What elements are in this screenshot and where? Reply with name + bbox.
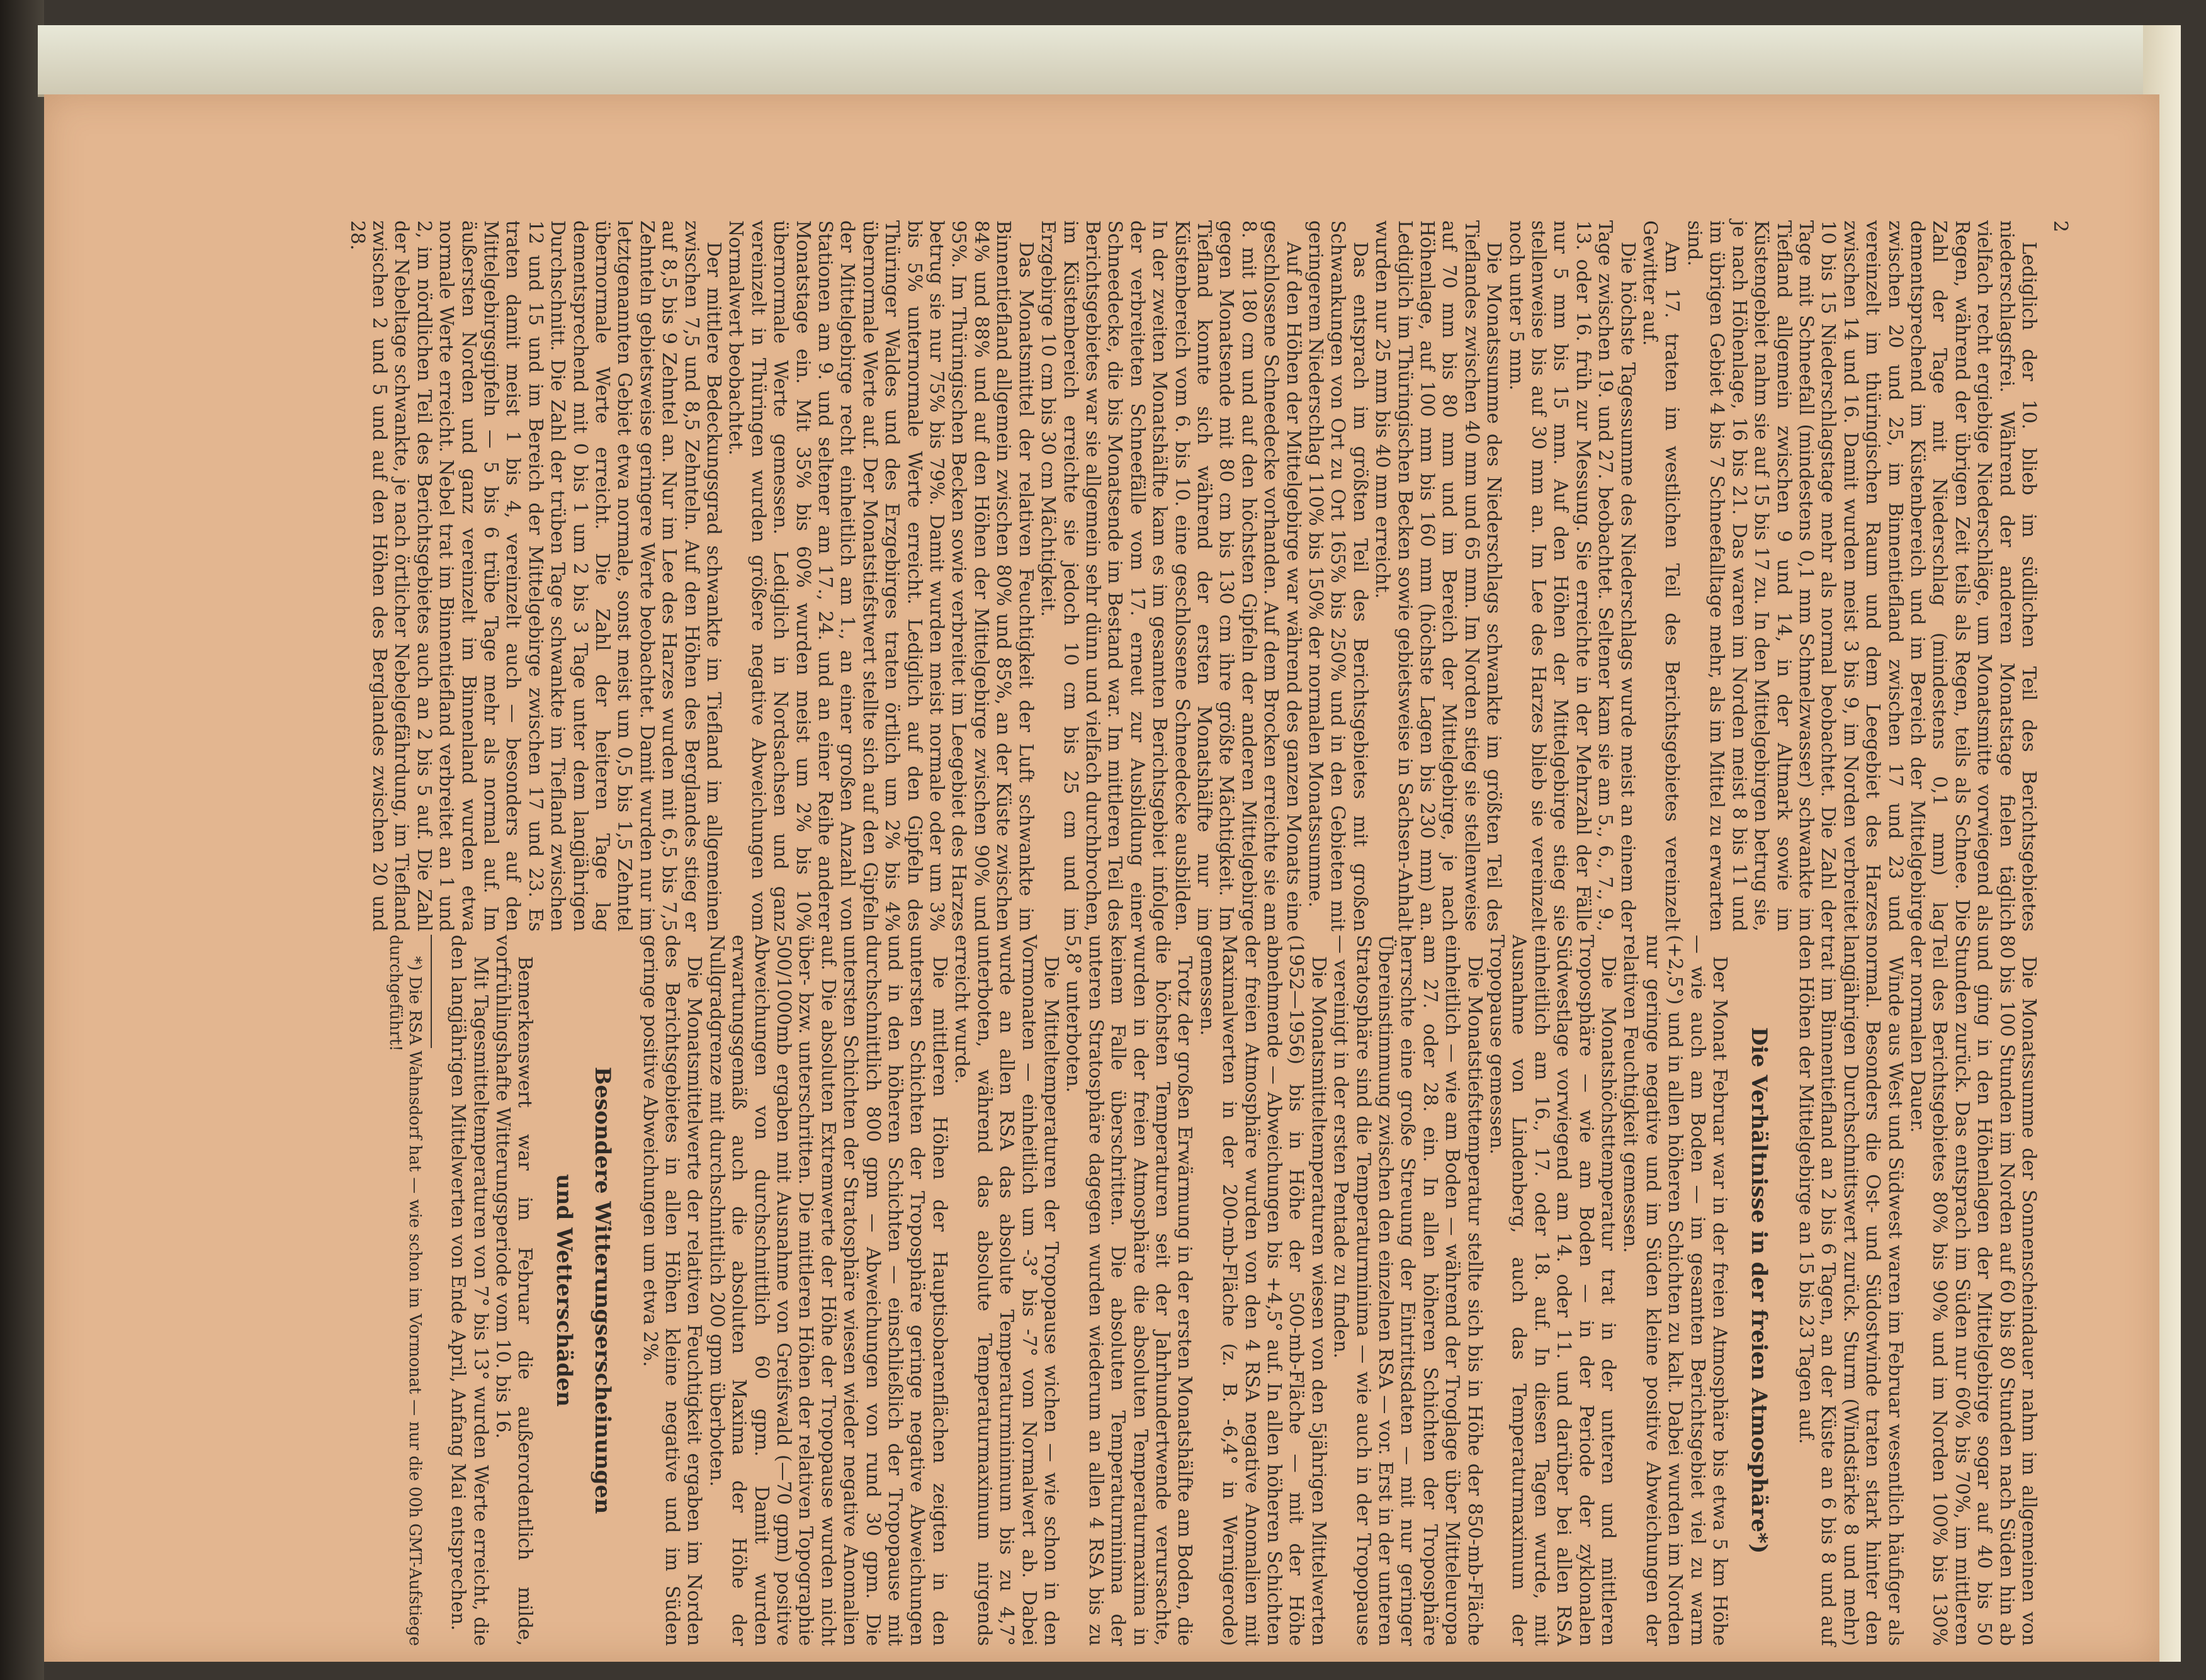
paragraph: Das Monatsmittel der relativen Feuchtigkeit der Luft schwankte im Binnentiefland allgemein zwischen 80% und 85%, an der Küste zwischen 84% und 88% und auf den Höhen der Mittelgebirge zwischen 90% und 95%. Im Thüringischen Becken sowie verbreitet im Leegebiet des Harzes betrug sie nur 75% bis 79%. Damit wurden meist normale oder um 3% bis 5% unternormale Werte erreicht. Lediglich auf den Gipfeln des Thüringer Waldes und des Erzgebirges traten örtlich um 2% bis 4% übernormale Werte auf. Der Monatstiefstwert stellte sich auf den Gipfeln der Mittelgebirge recht einheitlich am 1., an einer großen Anzahl von Stationen am 9. und seltener am 17., 24. und an einer Reihe anderer Monatstage ein. Mit 35% bis 60% wurden meist um 2% bis 10% übernormale Werte gemessen. Lediglich in Nordsachsen und ganz vereinzelt in Thüringen wurden größere negative Abweichungen vom Normalwert beobachtet. [725,220,1037,932]
section-heading-weather: Besondere Witterungserscheinungen [590,1066,616,1514]
paragraph: Die Monatshöchsttemperatur trat in der unteren und mittleren Troposphäre — wie am Boden — in der Periode der zyklonalen Südwestlage vorwiegend am 14. oder 11. und darüber bei allen RSA einheitlich am 16., 17. oder 18. auf. In diesen Tagen wurde, mit Ausnahme von Lindenberg, auch das Temperaturmaximum der Tropopause gemessen. [1486,935,1620,1646]
paragraph: Das entsprach im größten Teil des Berichtsgebietes mit großen Schwankungen von Ort zu Ort 165% bis 250% und in den Gebieten mit geringerem Niederschlag 110% bis 150% der normalen Monatssumme. [1304,220,1371,932]
paragraph: Die mittleren Höhen der Hauptisobarenflächen zeigten in den untersten Schichten der Troposphäre geringe negative Abweichungen und in den höheren Schichten — einschließlich der Tropopause mit durchschnittlich 800 gpm — Abweichungen von rund 30 gpm. Die untersten Schichten der Stratosphäre wiesen wieder negative Anomalien auf. Die absoluten Extremwerte der Höhe der Tropopause wurden nicht über- bzw. unterschritten. Die mittleren Höhen der relativen Topographie 500/1000mb ergaben mit Ausnahme von Greifswald (—70 gpm) positive Abweichungen von durchschnittlich 60 gpm. Damit wurden erwartungsgemäß auch die absoluten Maxima der Höhe der Nullgradgrenze mit durchschnittlich 200 gpm überboten. [705,935,951,1646]
page-number: 2 [2049,220,2071,233]
paragraph: Die Monatsmittelwerte der relativen Feuchtigkeit ergaben im Norden des Berichtsgebietes in allen Höhen kleine negative und im Süden geringe positive Abweichungen um etwa 2%. [638,935,706,1646]
paragraph: Am 17. traten im westlichen Teil des Berichtsgebietes vereinzelt Gewitter auf. [1639,220,1683,932]
paragraph: Auf den Höhen der Mittelgebirge war während des ganzen Monats eine geschlossene Schneedecke vorhanden. Auf dem Brocken erreichte sie am 8. mit 180 cm und auf den höchsten Gipfeln der anderen Mittelgebirge gegen Monatsende mit 80 cm bis 130 cm ihre größte Mächtigkeit. Im Tiefland konnte sich während der ersten Monatshälfte nur im Küstenbereich vom 6. bis 10. eine geschlossene Schneedecke ausbilden. In der zweiten Monatshälfte kam es im gesamten Berichtsgebiet infolge der verbreiteten Schneefälle vom 17. erneut zur Ausbildung einer Schneedecke, die bis Monatsende im Bestand war. Im mittleren Teil des Berichtsgebietes war sie allgemein sehr dünn und vielfach durchbrochen, im Küstenbereich erreichte sie jedoch 10 cm bis 25 cm und im Erzgebirge 10 cm bis 30 cm Mächtigkeit. [1037,220,1304,932]
rotated-page-content [44,94,2159,1662]
paragraph: Winde aus West und Südwest waren im Februar wesentlich häufiger als normal. Besonders die Ost- und Südostwinde traten stark hinter den langjährigen Durchschnittswert zurück. Sturm (Windstärke 8 und mehr) trat im Binnentiefland an 2 bis 6 Tagen, an der Küste an 6 bis 8 und auf den Höhen der Mittelgebirge an 15 bis 23 Tagen auf. [1794,935,1906,1646]
section-subheading-weather: und Wetterschäden [551,1174,577,1407]
paragraph: Mit Tagesmitteltemperaturen von 7° bis 13° wurden Werte erreicht, die den langjährigen Mittelwerten von Ende April, Anfang Mai entsprechen. [447,935,492,1646]
paragraph: Die höchste Tagessumme des Niederschlags wurde meist an einem der Tage zwischen 19. und 27. beobachtet. Seltener kam sie am 5., 6., 7., 9., 13. oder 16. früh zur Messung. Sie erreichte in der Mehrzahl der Fälle nur 5 mm bis 15 mm. Auf den Höhen der Mittelgebirge stieg sie stellenweise bis auf 30 mm an. Im Lee des Harzes blieb sie vereinzelt noch unter 5 mm. [1505,220,1639,932]
paragraph: Die Monatstiefsttemperatur stellte sich bis in Höhe der 850-mb-Fläche einheitlich — wie am Boden — während der Troglage über Mitteleuropa am 27. oder 28. ein. In allen höheren Schichten der Troposphäre herrschte eine große Streuung der Eintrittsdaten — mit nur geringer Übereinstimmung zwischen den einzelnen RSA — vor. Erst in der unteren Stratosphäre sind die Temperaturminima — wie auch in der Tropopause — vereinigt in der ersten Pentade zu finden. [1330,935,1486,1646]
section-heading-atmosphere: Die Verhältnisse in der freien Atmosphäre*) [1746,1027,1772,1554]
footnote: *) Die RSA Wahnsdorf hat — wie schon im Vormonat — nur die 00h GMT-Aufstiege durchgeführt! [385,935,424,1646]
book-page [44,94,2159,1662]
text-column-right [385,935,2040,1646]
paragraph: Die Mitteltemperaturen der Tropopause wichen — wie schon in den Vormonaten — einheitlich um -3° bis -7° vom Normalwert ab. Dabei wurde an allen RSA das absolute Temperaturminimum bis zu 4,7° unterboten, während das absolute Temperaturmaximum nirgends erreicht wurde. [951,935,1062,1646]
paragraph: Die Monatssumme der Sonnenscheindauer nahm im allgemeinen von 80 bis 100 Stunden im Norden auf 60 bis 80 Stunden nach Süden hin ab und ging in den Höhenlagen der Mittelgebirge sogar auf 40 bis 50 Stunden zurück. Das entsprach im Süden nur 60% bis 70%, im mittleren Teil des Berichtsgebietes 80% bis 90% und im Norden 100% bis 130% der normalen Dauer. [1906,935,2040,1646]
footnote-divider [431,935,432,1048]
paragraph: Der Monat Februar war in der freien Atmosphäre bis etwa 5 km Höhe — wie auch am Boden — im gesamten Berichtsgebiet viel zu warm (+2,5°) und in allen höheren Schichten zu kalt. Dabei wurden im Norden nur geringe negative und im Süden kleine positive Abweichungen der relativen Feuchtigkeit gemessen. [1619,935,1731,1646]
book-binding [0,0,44,1680]
paragraph: Die Monatssumme des Niederschlags schwankte im größten Teil des Tieflandes zwischen 40 mm und 65 mm. Im Norden stieg sie stellenweise auf 70 mm bis 80 mm und im Bereich der Mittelgebirge, je nach Höhenlage, auf 100 mm bis 160 mm (höchste Lagen bis 230 mm) an. Lediglich im Thüringischen Becken sowie gebietsweise in Sachsen-Anhalt wurden nur 25 mm bis 40 mm erreicht. [1371,220,1505,932]
text-column-left [346,220,2040,932]
paragraph: Die Monatsmitteltemperaturen wiesen von den 5jährigen Mittelwerten (1952—1956) bis in Höhe der 500-mb-Fläche — mit der Höhe abnehmende — Abweichungen bis +4,5° auf. In allen höheren Schichten der freien Atmosphäre wurden von den 4 RSA negative Anomalien mit Maximalwerten in der 200-mb-Fläche (z. B. -6,4° in Wernigerode) gemessen. [1196,935,1330,1646]
paragraph: Der mittlere Bedeckungsgrad schwankte im Tiefland im allgemeinen zwischen 7,5 und 8,5 Zehnteln. Auf den Höhen des Berglandes stieg er auf 8,5 bis 9 Zehntel an. Nur im Lee des Harzes wurden mit 6,5 bis 7,5 Zehnteln gebietsweise geringere Werte beobachtet. Damit wurden nur im letztgenannten Gebiet etwa normale, sonst meist um 0,5 bis 1,5 Zehntel übernormale Werte erreicht. Die Zahl der heiteren Tage lag dementsprechend mit 0 bis 1 um 2 bis 3 Tage unter dem langjährigen Durchschnitt. Die Zahl der trüben Tage schwankte im Tiefland zwischen 12 und 15 und im Bereich der Mittelgebirge zwischen 17 und 23. Es traten damit meist 1 bis 4, vereinzelt auch — besonders auf den Mittelgebirgsgipfeln — 5 bis 6 trübe Tage mehr als normal auf. Im äußersten Norden und ganz vereinzelt im Binnenland wurden etwa normale Werte erreicht. Nebel trat im Binnentiefland verbreitet an 1 und 2, im nördlichen Teil des Berichtsgebietes auch an 2 bis 5 auf. Die Zahl der Nebeltage schwankte, je nach örtlicher Nebelgefährdung, im Tiefland zwischen 2 und 5 und auf den Höhen des Berglandes zwischen 20 und 28. [346,220,725,932]
paragraph: Trotz der großen Erwärmung in der ersten Monatshälfte am Boden, die die höchsten Temperaturen seit der Jahrhundertwende verursachte, wurden in der freien Atmosphäre die absoluten Temperaturmaxima in keinem Falle überschritten. Die absoluten Temperaturminima der unteren Stratosphäre dagegen wurden wiederum an allen 4 RSA bis zu 5,8° unterboten. [1062,935,1196,1646]
paragraph: Bemerkenswert war im Februar die außerordentlich milde, vorfrühlingshafte Witterungsperiode vom 10. bis 16. [492,935,536,1646]
page-edge-top [38,25,2166,97]
paragraph: Lediglich der 10. blieb im südlichen Teil des Berichtsgebietes niederschlagsfrei. Während der anderen Monatstage fielen täglich vielfach recht ergiebige Niederschläge, um Monatsmitte vorwiegend als Regen, während der übrigen Zeit teils als Regen, teils als Schnee. Die Zahl der Tage mit Niederschlag (mindestens 0,1 mm) lag dementsprechend im Küstenbereich und im Bereich der Mittelgebirge zwischen 20 und 25, im Binnentiefland zwischen 17 und 23 und vereinzelt im thüringischen Raum und dem Leegebiet des Harzes zwischen 14 und 16. Damit wurden meist 3 bis 9, im Norden verbreitet 10 bis 15 Niederschlagstage mehr als normal beobachtet. Die Zahl der Tage mit Schneefall (mindestens 0,1 mm Schmelzwasser) schwankte im Tiefland allgemein zwischen 9 und 14, in der Altmark sowie im Küstengebiet nahm sie auf 15 bis 17 zu. In den Mittelgebirgen betrug sie, je nach Höhenlage, 16 bis 21. Das waren im Norden meist 8 bis 11 und im übrigen Gebiet 4 bis 7 Schneefalltage mehr, als im Mittel zu erwarten sind. [1683,220,2040,932]
